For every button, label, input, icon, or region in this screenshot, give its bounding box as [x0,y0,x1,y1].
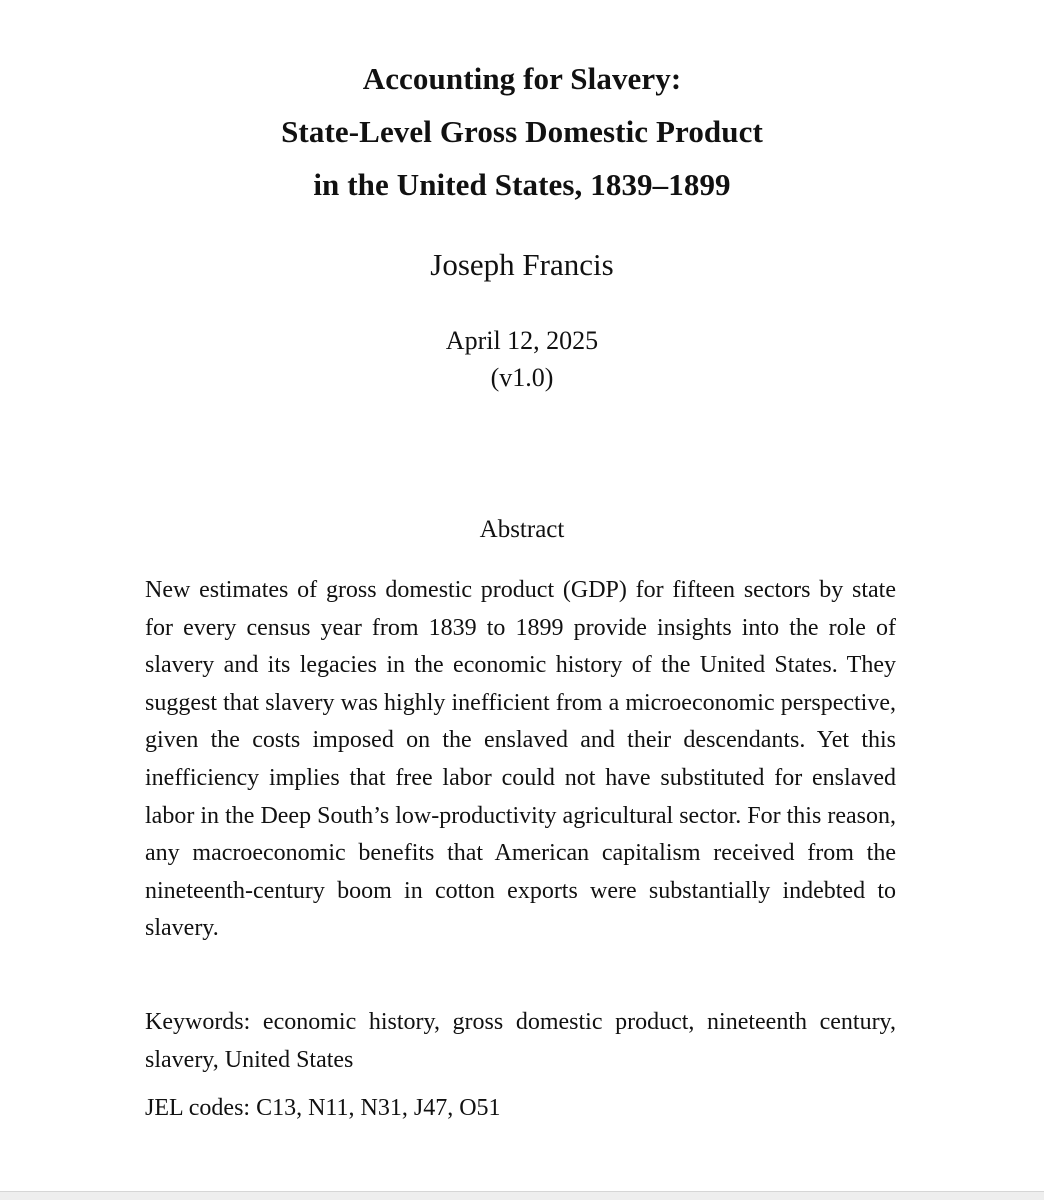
date-block [0,322,1044,396]
abstract-heading: Abstract [479,516,565,543]
publication-date: April 12, 2025 [445,326,599,355]
author-name: Joseph Francis [430,247,614,282]
title-line-1: Accounting for Slavery: [362,61,682,96]
title-line-2: State-Level Gross Domestic Product [281,114,763,149]
keywords-line: Keywords: economic history, gross domestic product, nineteenth century, slavery, United States [145,1009,896,1073]
page-bottom-edge [0,1191,1044,1200]
paper-title [0,52,1044,211]
abstract-text: New estimates of gross domestic product (GDP) for fifteen sectors by state for every census year from 1839 to 1899 provide insights into the role of slavery and its legacies in the economic history of the United States. They suggest that slavery was highly inefficient from a microeconomic perspective, given the costs imposed on the enslaved and their descendants. Yet this inefficiency implies that free labor could not have substituted for enslaved labor in the Deep South’s low-productivity agricultural sector. For this reason, any macroeconomic benefits that American capitalism received from the nineteenth-century boom in cotton exports were substantially indebted to slavery. [145,577,896,942]
version-label: (v1.0) [490,363,554,392]
title-line-3: in the United States, 1839–1899 [313,167,731,202]
jel-codes-line: JEL codes: C13, N11, N31, J47, O51 [145,1095,501,1121]
